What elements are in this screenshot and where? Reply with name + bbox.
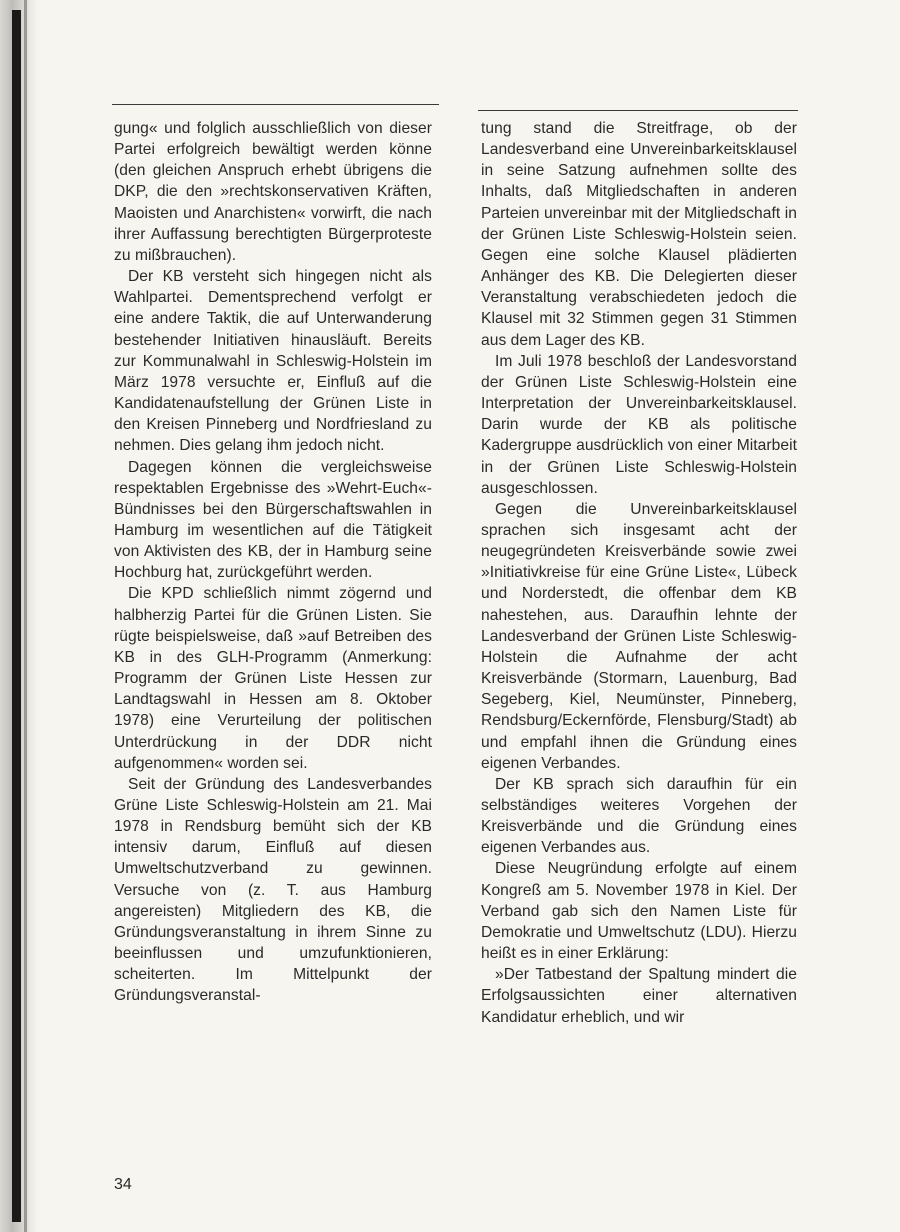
paragraph: tung stand die Streitfrage, ob der Landesverband eine Unvereinbarkeitsklausel in seine Satzung aufnehmen sollte des Inhalts, daß Mitgliedschaften in anderen Parteien unvereinbar mit der Mitgliedschaft in der Grünen Liste Schleswig-Holstein seien. Gegen eine solche Klausel plädierten Anhänger des KB. Die Delegierten dieser Veranstaltung verabschiedeten jedoch die Klausel mit 32 Stimmen gegen 31 Stimmen aus dem Lager des KB. (481, 120, 797, 349)
book-spine-edge (12, 10, 21, 1222)
book-spine-gutter (24, 0, 27, 1232)
paragraph: gung« und folglich ausschließlich von dieser Partei erfolgreich bewältigt werden könne (den gleichen Anspruch erhebt übrigens die DKP, die den »rechtskonservativen Kräften, Maoisten und Anarchisten« vorwirft, die nach ihrer Auffassung berechtigten Bürgerproteste zu mißbrauchen). (114, 120, 432, 264)
paragraph: »Der Tatbestand der Spaltung mindert die Erfolgsaussichten einer alternativen Kandidatur erheblich, und wir (481, 966, 797, 1026)
paragraph: Die KPD schließlich nimmt zögernd und halbherzig Partei für die Grünen Listen. Sie rügte beispielsweise, daß »auf Betreiben des KB in des GLH-Programm (Anmerkung: Programm der Grünen Liste Hessen zur Landtagswahl in Hessen am 8. Oktober 1978) eine Verurteilung der politischen Unterdrückung in der DDR nicht aufgenommen« worden sei. (114, 585, 432, 772)
paragraph: Gegen die Unvereinbarkeitsklausel sprachen sich insgesamt acht der neugegründeten Kreisverbände sowie zwei »Initiativkreise für eine Grüne Liste«, Lübeck und Norderstedt, die offenbar dem KB nahestehen, aus. Daraufhin lehnte der Landesverband der Grünen Liste Schleswig-Holstein die Aufnahme der acht Kreisverbände (Stormarn, Lauenburg, Bad Segeberg, Kiel, Neumünster, Pinneberg, Rendsburg/Eckernförde, Flensburg/Stadt) ab und empfahl ihnen die Gründung eines eigenen Verbandes. (481, 500, 797, 772)
left-column-top-rule (112, 104, 439, 105)
paragraph: Der KB versteht sich hingegen nicht als Wahlpartei. Dementsprechend verfolgt er eine andere Taktik, die auf Unterwanderung bestehender Initiativen hinausläuft. Bereits zur Kommunalwahl in Schleswig-Holstein im März 1978 versuchte er, Einfluß auf die Kandidatenaufstellung der Grünen Liste in den Kreisen Pinneberg und Nordfriesland zu nehmen. Dies gelang ihm jedoch nicht. (114, 268, 432, 455)
paragraph: Seit der Gründung des Landesverbandes Grüne Liste Schleswig-Holstein am 21. Mai 1978 in Rendsburg bemüht sich der KB intensiv darum, Einfluß auf diesen Umweltschutzverband zu gewinnen. Versuche von (z. T. aus Hamburg angereisten) Mitgliedern des KB, die Gründungsveranstaltung in ihrem Sinne zu beeinflussen und umzufunktionieren, scheiterten. Im Mittelpunkt der Gründungsveranstal- (114, 775, 432, 1005)
page-number: 34 (114, 1176, 132, 1193)
right-column-top-rule (478, 110, 798, 111)
right-text-column (481, 118, 797, 1028)
left-text-column (114, 118, 432, 1007)
paragraph: Im Juli 1978 beschloß der Landesvorstand der Grünen Liste Schleswig-Holstein eine Interpretation der Unvereinbarkeitsklausel. Darin wurde der KB als politische Kadergruppe ausdrücklich von einer Mitarbeit in der Grünen Liste Schleswig-Holstein ausgeschlossen. (481, 352, 797, 497)
paragraph: Der KB sprach sich daraufhin für ein selbständiges weiteres Vorgehen der Kreisverbände und die Gründung eines eigenen Verbandes aus. (481, 775, 797, 857)
paragraph: Dagegen können die vergleichsweise respektablen Ergebnisse des »Wehrt-Euch«-Bündnisses bei den Bürgerschaftswahlen in Hamburg im wesentlichen auf die Tätigkeit von Aktivisten des KB, der in Hamburg seine Hochburg hat, zurückgeführt werden. (114, 458, 432, 582)
paragraph: Diese Neugründung erfolgte auf einem Kongreß am 5. November 1978 in Kiel. Der Verband gab sich den Namen Liste für Demokratie und Umweltschutz (LDU). Hierzu heißt es in einer Erklärung: (481, 860, 797, 963)
